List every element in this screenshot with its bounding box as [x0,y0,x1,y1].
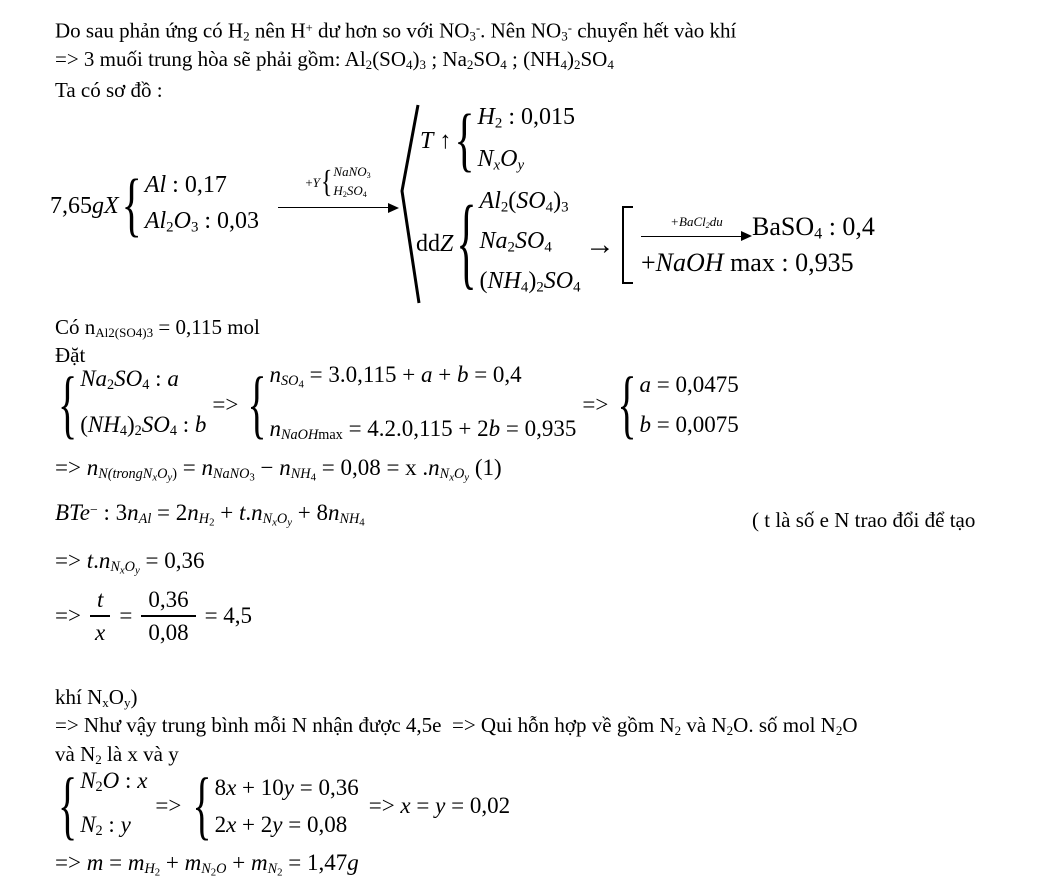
solution-brace: { [456,187,477,301]
reagent-h2so4: H2SO4 [333,182,367,199]
ratio-line [55,586,252,646]
intro-line-1: Do sau phản ứng có H2 nên H+ dư hơn so với NO3-. Nên NO3- chuyển hết vào khí [55,18,737,44]
system-2-left-brace: { [58,762,78,848]
system-1-right-line-2: b = 0,0075 [639,412,739,437]
gas-brace: { [454,101,475,181]
ratio-result: = 4,5 [204,603,253,628]
reagent-brace: { [320,165,333,200]
ratio-equals: = [119,603,133,628]
system-2-left-line-1: N2O : x [80,767,148,795]
dat-label: Đặt [55,343,86,367]
gas-line-nxoy: NxOy [477,146,525,174]
reagent-arrow-label [305,164,370,202]
reagent-nano3: NaNO3 [333,164,371,180]
system-2-implies: => [155,793,182,818]
scheme-results-group [622,206,875,284]
variables-line: và N2 là x và y [55,742,179,767]
salt-line-al2so43: Al2(SO4)3 [479,187,569,215]
t-over-x-fraction [90,587,110,646]
reactant-brace: { [121,166,142,246]
mixture-line-al2o3: Al2O3 : 0,03 [144,207,260,236]
naoh-result: +NaOH max : 0,935 [641,247,854,277]
system-2 [55,762,511,848]
reagent-prefix: +Y [305,174,320,190]
electron-balance-eq: BTe− : $3nAl = 2nH_2 + t.nN_xO_y + 8nNH_4$ [55,500,365,529]
intro-line-2: => 3 muối trung hòa sẽ phải gồm: Al2(SO4)3 ; Na2SO4 ; (NH4)2SO4 [55,47,614,72]
system-2-result: => x = y = 0,02 [368,793,511,818]
scheme-reagent-arrow [276,164,400,214]
system-1-mid [244,353,576,457]
solution-label: ddZ [416,230,454,257]
system-1-mid-brace: { [247,361,267,447]
side-note: ( t là số e N trao đổi để tạo [752,508,976,532]
system-1-left-line-2: (NH4)2SO4 : b [80,412,207,440]
system-2-mid-brace: { [192,762,212,848]
system-2-mid-line-1: 8x + 10y = 0,36 [214,775,359,800]
nitrogen-balance-eq: => $nN(trongN_xO_y)$ = nNaNO$_3$ − nNH$_4$ = 0,08 = x $.nN_xO_y$ (1) [55,455,502,484]
system-1-right-line-1: a = 0,0475 [639,372,739,397]
system-2-mid [189,762,359,848]
salt-line-na2so4: Na2SO4 [479,227,552,256]
fraction-denominator-008: 0,08 [148,620,189,645]
system-1-left [55,359,206,451]
baso4-result: BaSO4 : 0,4 [752,212,875,243]
gas-label: T ↑ [420,127,452,154]
final-mass-eq: => $m = mH_2 + mN_2O + mN_2 = 1,47g$ [55,850,359,879]
system-1-implies-2: => [582,392,609,417]
system-1-left-line-1: Na2SO4 : a [80,365,179,393]
mixture-line-al: Al : 0,17 [144,171,227,198]
bacl2-arrow-line [641,230,752,242]
conclusion-line: => Như vậy trung bình mỗi N nhận được 4,5e => Qui hỗn hợp về gồm N2 và N2O. số mol N2O [55,713,858,738]
to-results-arrow: → [585,228,615,261]
scheme-solution-group [416,187,581,301]
salt-line-nh42so4: (NH4)2SO4 [479,268,581,296]
fraction-numerator-t: t [90,587,110,617]
bacl2-arrow [641,214,752,242]
system-1-right-brace: { [617,361,637,447]
system-1-mid-line-1: nSO$_4$ = 3.0,115 + a + b = 0,4 [269,362,522,391]
system-1-mid-line-2: nNaOHmax = 4.2.0,115 + 2b = 0,935 [269,415,577,443]
mol-al2so43-line: Có nAl2(SO4)3 = 0,115 mol [55,315,260,340]
scheme-gas-group [420,101,575,181]
bacl2-arrow-label: +BaCl2du [670,214,723,230]
system-1 [55,362,739,448]
intro-line-3: Ta có sơ đồ : [55,78,163,102]
gas-line-h2: H2 : 0,015 [477,103,575,131]
fraction-denominator-x: x [95,620,106,645]
system-1-implies-1: => [212,392,239,417]
system-2-left-line-2: N2 : y [80,812,131,840]
system-1-left-brace: { [58,361,78,447]
system-2-left [55,762,147,850]
tn-eq: => $t.nN_xO_y = 0,36$ [55,548,205,577]
system-2-mid-line-2: 2x + 2y = 0,08 [214,812,348,837]
ratio-implies: => [55,603,81,628]
khi-nxoy-line: khí NxOy) [55,685,138,710]
results-row-baso4 [641,212,875,244]
system-1-right [614,361,739,447]
scheme-mass-label: 7,65gX [50,192,119,219]
value-fraction [141,587,195,646]
results-bracket [622,206,633,284]
scheme-reactant-group [50,160,259,252]
reagent-arrow-line [278,202,399,214]
fraction-numerator-036: 0,36 [141,587,195,617]
